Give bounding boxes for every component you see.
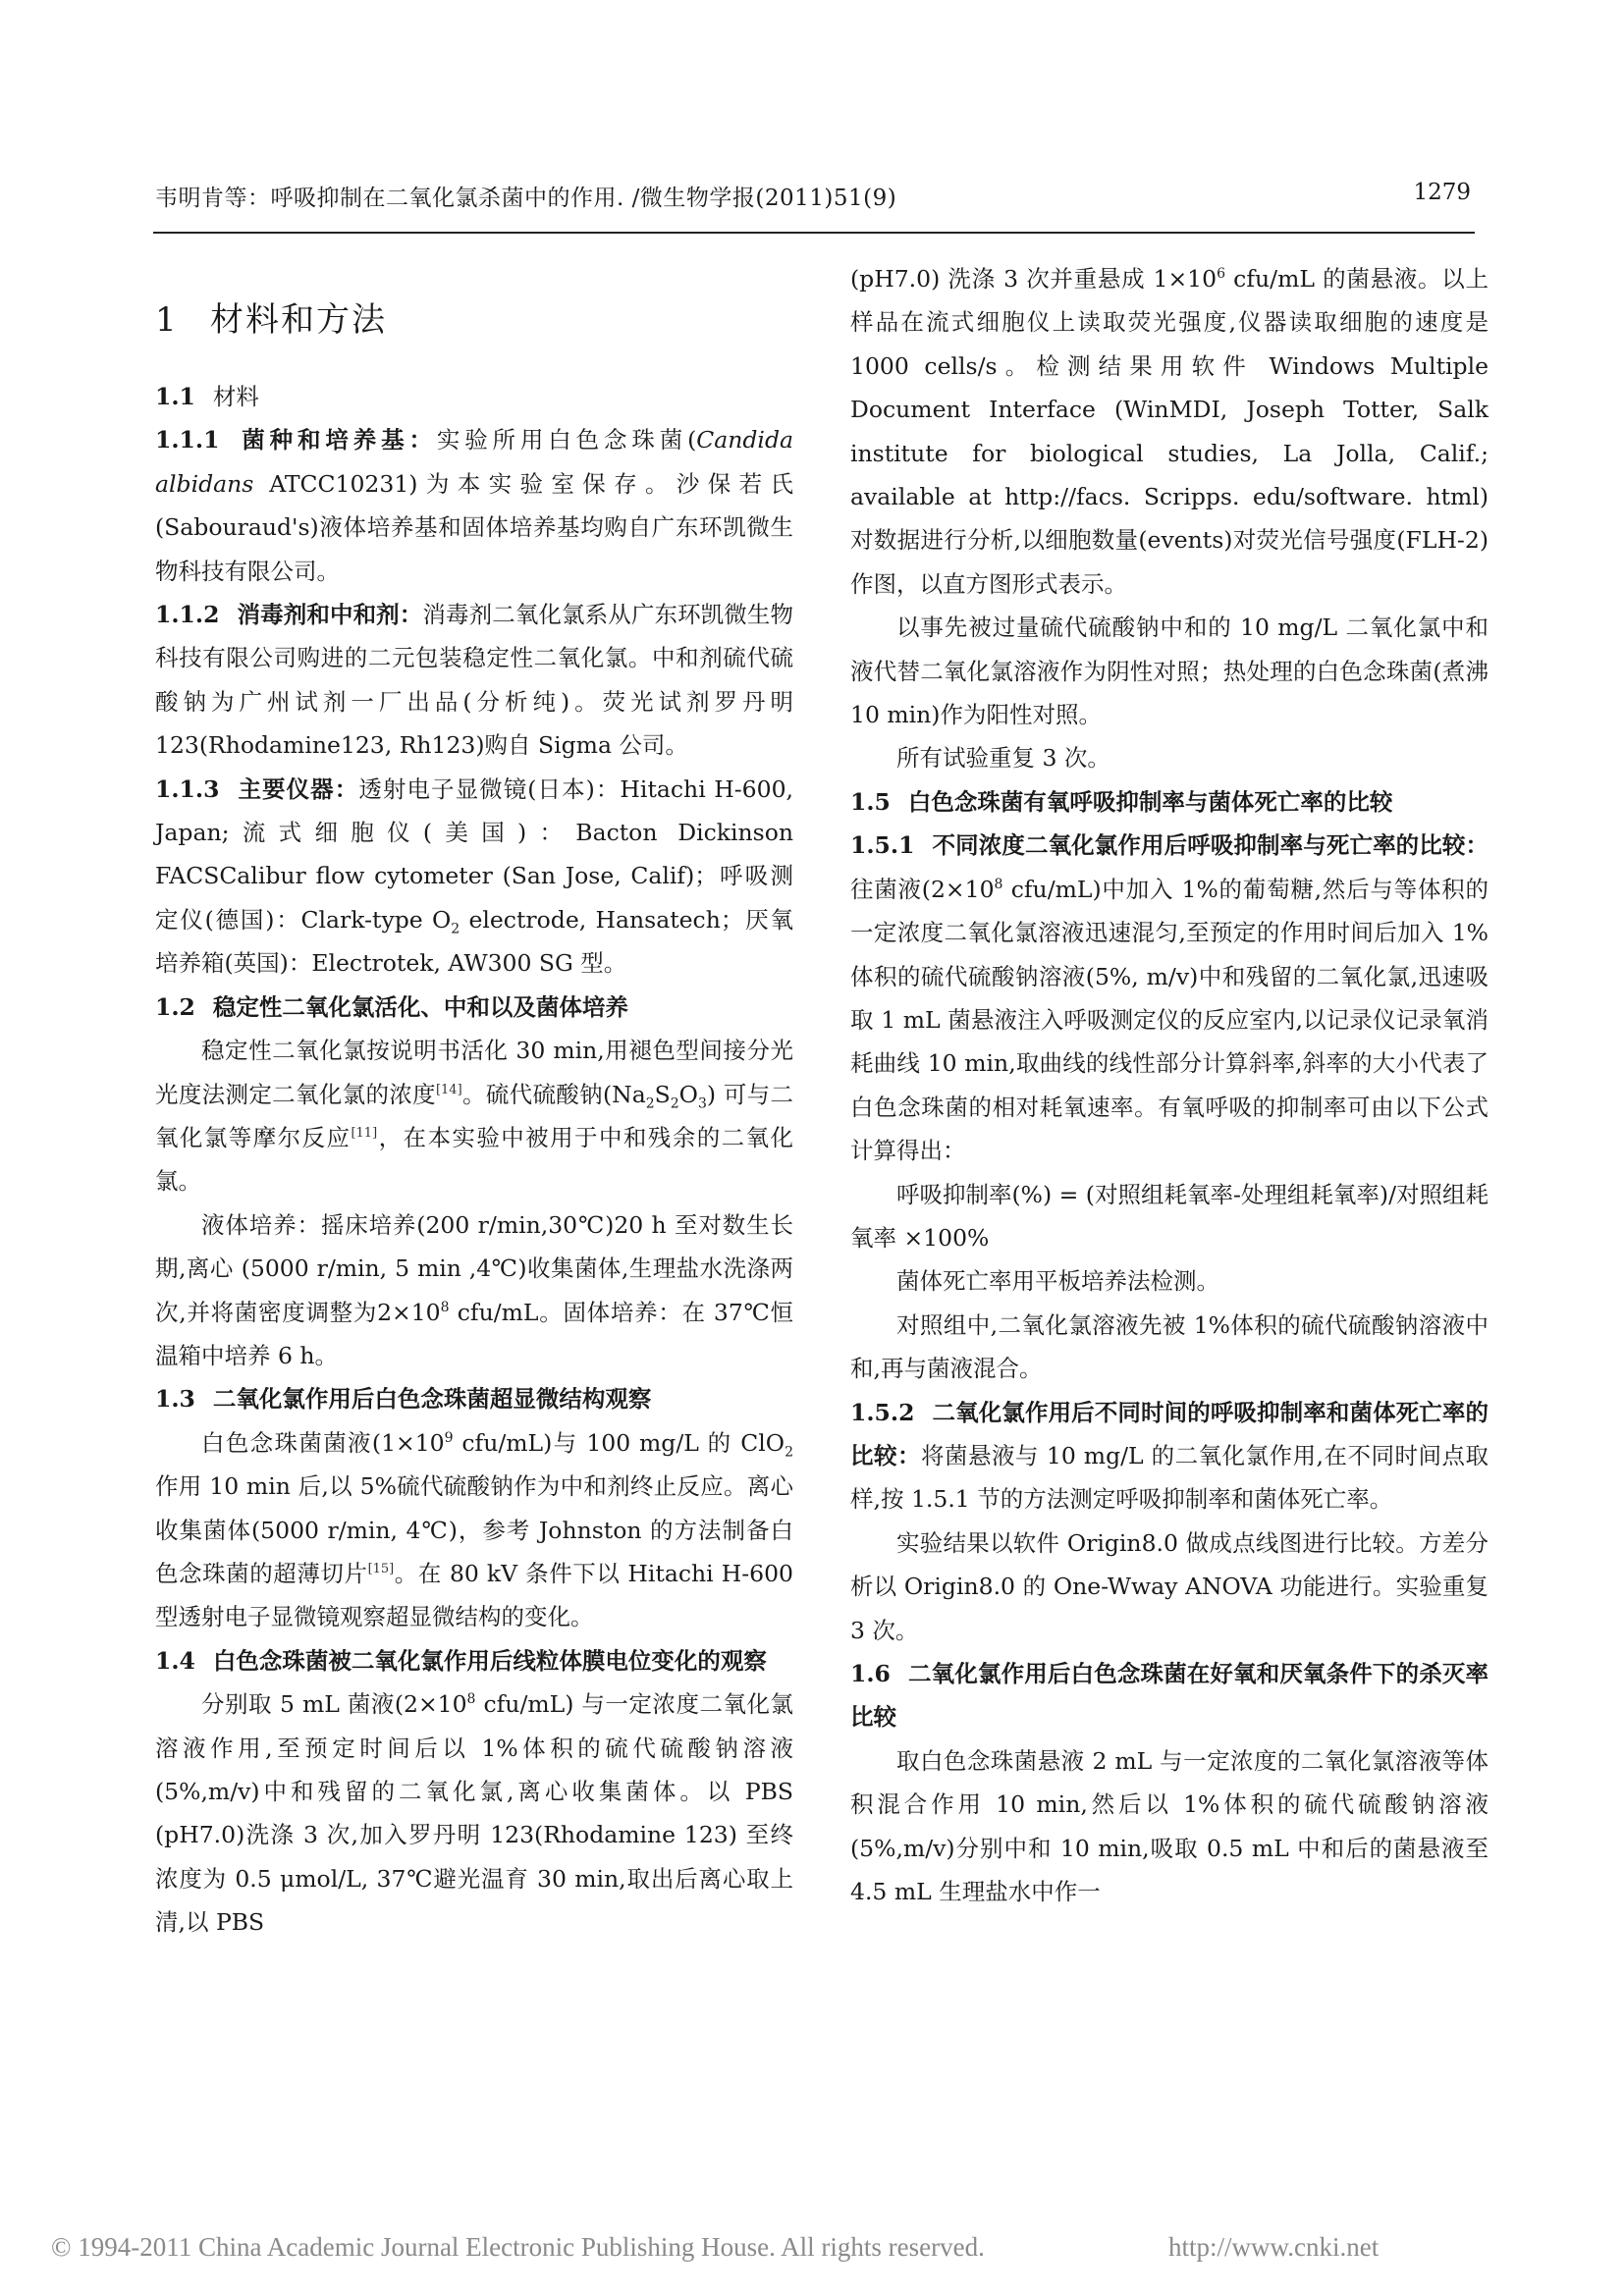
heading-number: 1.1.3: [155, 774, 220, 803]
heading-number: 1.2: [155, 992, 195, 1021]
paragraph-1-4-continued: [850, 257, 1489, 606]
paragraph-death-rate: 菌体死亡率用平板培养法检测。: [896, 1267, 1219, 1296]
subscript: 2: [785, 1444, 793, 1461]
right-column: [850, 257, 1489, 1913]
body-text: 透射电子显微镜(日本)：Hitachi H-600, Japan;流式细胞仪(美国)：Bacton Dickinson FACSCalibur flow cytometer (San Jose, Calif)；呼吸测定仪(德国)：Clark-type O: [155, 774, 793, 934]
superscript: 9: [444, 1429, 454, 1446]
species-name: Candida albidans: [155, 426, 794, 498]
heading-number: 1.5.2: [850, 1398, 915, 1426]
heading-title: 白色念珠菌有氧呼吸抑制率与菌体死亡率的比较: [907, 787, 1393, 816]
heading-number: 1.6: [850, 1660, 891, 1687]
body-text: cfu/mL 的菌悬液。以上样品在流式细胞仪上读取荧光强度,仪器读取细胞的速度是 1000 cells/s。检测结果用软件 Windows Multiple Document Interface (WinMDI, Joseph Totter, Salk institute for biological studies, La Jolla, Calif.; available at http://facs. Scripps. edu/software. html) 对数据进行分析,以细胞数量(events)对荧光信号强度(FLH-2)作图，以直方图形式表示。: [850, 265, 1489, 598]
heading-number: 1.5.1: [850, 831, 915, 860]
section-number: 1: [155, 300, 179, 340]
heading-1-1: [155, 375, 793, 418]
paragraph-controls: 以事先被过量硫代硫酸钠中和的 10 mg/L 二氧化氯中和液代替二氧化氯溶液作为阴性对照；热处理的白色念珠菌(煮沸 10 min)作为阳性对照。: [850, 614, 1489, 729]
body-text: 。硫代硫酸钠(Na: [461, 1080, 646, 1108]
subscript: 2: [645, 1095, 655, 1112]
paragraph-repeat: 所有试验重复 3 次。: [896, 744, 1110, 773]
heading-number: 1.4: [155, 1646, 195, 1675]
body-text: (pH7.0) 洗涤 3 次并重悬成 1×10: [850, 265, 1218, 293]
body-text: 实验所用白色念珠菌(: [436, 426, 697, 454]
body-text: 作用 10 min 后,以 5%硫代硫酸钠作为中和剂终止反应。离心收集菌体(5000 r/min, 4℃)，参考 Johnston 的方法制备白色念珠菌的超薄切片: [155, 1472, 793, 1587]
paragraph-1-5-2: [850, 1391, 1489, 1522]
superscript: 8: [466, 1691, 476, 1708]
heading-title: 材料: [212, 383, 259, 410]
body-text: O: [678, 1080, 698, 1108]
paragraph-1-2-b: [155, 1203, 793, 1378]
paragraph-origin: 实验结果以软件 Origin8.0 做成点线图进行比较。方差分析以 Origin8.0 的 One-Wway ANOVA 功能进行。实验重复 3 次。: [850, 1528, 1489, 1644]
body-text: ，在本实验中被用于中和残余的二氧化氯。: [155, 1123, 794, 1196]
paragraph-control-group: 对照组中,二氧化氯溶液先被 1%体积的硫代硫酸钠溶液中和,再与菌液混合。: [850, 1310, 1489, 1383]
citation: [14]: [435, 1082, 462, 1097]
heading-number: 1.1.2: [155, 601, 220, 629]
body-text: ATCC10231)为本实验室保存。沙保若氏(Sabouraud's)液体培养基和固体培养基均购自广东环凯微生物科技有限公司。: [155, 469, 793, 585]
body-text: electrode, Hansatech；厌氧培养箱(英国)：Electrotek, AW300 SG 型。: [155, 905, 793, 978]
body-text: cfu/mL)中加入 1%的葡萄糖,然后与等体积的一定浓度二氧化氯溶液迅速混匀,至预定的作用时间后加入 1%体积的硫代硫酸钠溶液(5%, m/v)中和残留的二氧化氯,迅速吸取 1 mL 菌悬液注入呼吸测定仪的反应室内,以记录仪记录氧消耗曲线 10 min,取曲线的线性部分计算斜率,斜率的大小代表了白色念珠菌的相对耗氧速率。有氧呼吸的抑制率可由以下公式计算得出：: [850, 875, 1489, 1165]
paragraph-1-2-a: [155, 1029, 793, 1203]
body-text: 消毒剂二氧化氯系从广东环凯微生物科技有限公司购进的二元包装稳定性二氧化氯。中和剂硫代硫酸钠为广州试剂一厂出品(分析纯)。荧光试剂罗丹明 123(Rhodamine123, Rh123)购自 Sigma 公司。: [155, 601, 794, 760]
running-title: 韦明肯等：呼吸抑制在二氧化氯杀菌中的作用. /微生物学报(2011)51(9): [155, 186, 897, 211]
running-header: [155, 180, 1471, 219]
body-text: 稳定性二氧化氯按说明书活化 30 min,用褪色型间接分光光度法测定二氧化氯的浓度: [155, 1037, 793, 1108]
heading-1-3: [155, 1377, 793, 1420]
paragraph-1-6: 取白色念珠菌悬液 2 mL 与一定浓度的二氧化氯溶液等体积混合作用 10 min,然后以 1%体积的硫代硫酸钠溶液(5%,m/v)分别中和 10 min,吸取 0.5 mL 中和后的菌悬液至 4.5 mL 生理盐水中作一: [850, 1746, 1489, 1906]
formula: 呼吸抑制率(%) = (对照组耗氧率-处理组耗氧率)/对照组耗氧率 ×100%: [850, 1180, 1489, 1252]
heading-number: 1.1: [155, 383, 195, 410]
heading-title: 二氧化氯作用后白色念珠菌超显微结构观察: [212, 1385, 652, 1414]
page-number: 1279: [1413, 180, 1471, 205]
subscript: 2: [670, 1095, 679, 1112]
subscript: 3: [697, 1095, 707, 1112]
subscript: 2: [451, 921, 460, 937]
body-text: 。在 80 kV 条件下以 Hitachi H-600 型透射电子显微镜观察超显微结构的变化。: [155, 1559, 794, 1631]
body-text: 液体培养：摇床培养(200 r/min,30℃)20 h 至对数生长期,离心 (5000 r/min, 5 min ,4℃)收集菌体,生理盐水洗涤两次,并将菌密度调整为2×10: [155, 1210, 793, 1326]
body-text: cfu/mL) 与一定浓度二氧化氯溶液作用,至预定时间后以 1%体积的硫代硫酸钠溶液(5%,m/v)中和残留的二氧化氯,离心收集菌体。以 PBS (pH7.0)洗涤 3 次,加入罗丹明 123(Rhodamine 123) 至终浓度为 0.5 μmol/L, 37℃避光温育 30 min,取出后离心取上清,以 PBS: [155, 1690, 793, 1937]
body-text: 分别取 5 mL 菌液(2×10: [201, 1690, 467, 1719]
paragraph-1-1-1: [155, 418, 793, 593]
heading-1-6: [850, 1652, 1489, 1739]
superscript: 6: [1217, 266, 1225, 283]
footer: [51, 2232, 1583, 2271]
section-heading: [155, 293, 793, 342]
heading-1-5: [850, 780, 1489, 824]
paragraph-1-4: [155, 1682, 793, 1944]
citation: [11]: [351, 1126, 378, 1142]
heading-title: 二氧化氯作用后不同时间的呼吸抑制率和菌体死亡率的比较：: [850, 1398, 1489, 1469]
heading-number: 1.1.1: [155, 426, 220, 454]
heading-title: 消毒剂和中和剂：: [237, 601, 423, 629]
superscript: 8: [440, 1299, 450, 1315]
body-text: S: [654, 1080, 671, 1108]
body-text: cfu/mL)与 100 mg/L 的 ClO: [453, 1428, 785, 1457]
footer-link[interactable]: http://www.cnki.net: [1168, 2232, 1380, 2262]
body-text: cfu/mL。固体培养：在 37℃恒温箱中培养 6 h。: [155, 1298, 794, 1369]
paragraph-1-3: [155, 1421, 793, 1639]
heading-1-4: [155, 1639, 793, 1682]
heading-title: 菌种和培养基：: [237, 426, 437, 454]
header-rule: [153, 232, 1475, 234]
left-column: [155, 255, 793, 1945]
citation: [15]: [367, 1562, 395, 1577]
body-text: 将菌悬液与 10 mg/L 的二氧化氯作用,在不同时间点取样,按 1.5.1 节的方法测定呼吸抑制率和菌体死亡率。: [850, 1441, 1489, 1514]
heading-title: 不同浓度二氧化氯作用后呼吸抑制率与死亡率的比较：: [932, 831, 1489, 860]
paragraph-1-5-1: [850, 824, 1489, 1172]
section-title: 材料和方法: [210, 300, 387, 340]
heading-number: 1.5: [850, 787, 891, 816]
heading-number: 1.3: [155, 1385, 195, 1414]
body-text: 白色念珠菌菌液(1×10: [201, 1428, 445, 1457]
heading-title: 稳定性二氧化氯活化、中和以及菌体培养: [212, 992, 628, 1021]
paragraph-1-1-2: [155, 593, 793, 768]
superscript: 8: [994, 876, 1003, 892]
body-text: 往菌液(2×10: [850, 875, 995, 903]
heading-title: 二氧化氯作用后白色念珠菌在好氧和厌氧条件下的杀灭率比较: [850, 1660, 1489, 1732]
heading-title: 白色念珠菌被二氧化氯作用后线粒体膜电位变化的观察: [212, 1646, 767, 1675]
heading-1-2: [155, 986, 793, 1029]
heading-title: 主要仪器：: [237, 774, 359, 803]
paragraph-1-1-3: [155, 768, 793, 986]
body-text: ) 可与二氧化氯等摩尔反应: [155, 1080, 794, 1151]
copyright-notice: © 1994-2011 China Academic Journal Electronic Publishing House. All rights reserved.: [51, 2232, 985, 2262]
